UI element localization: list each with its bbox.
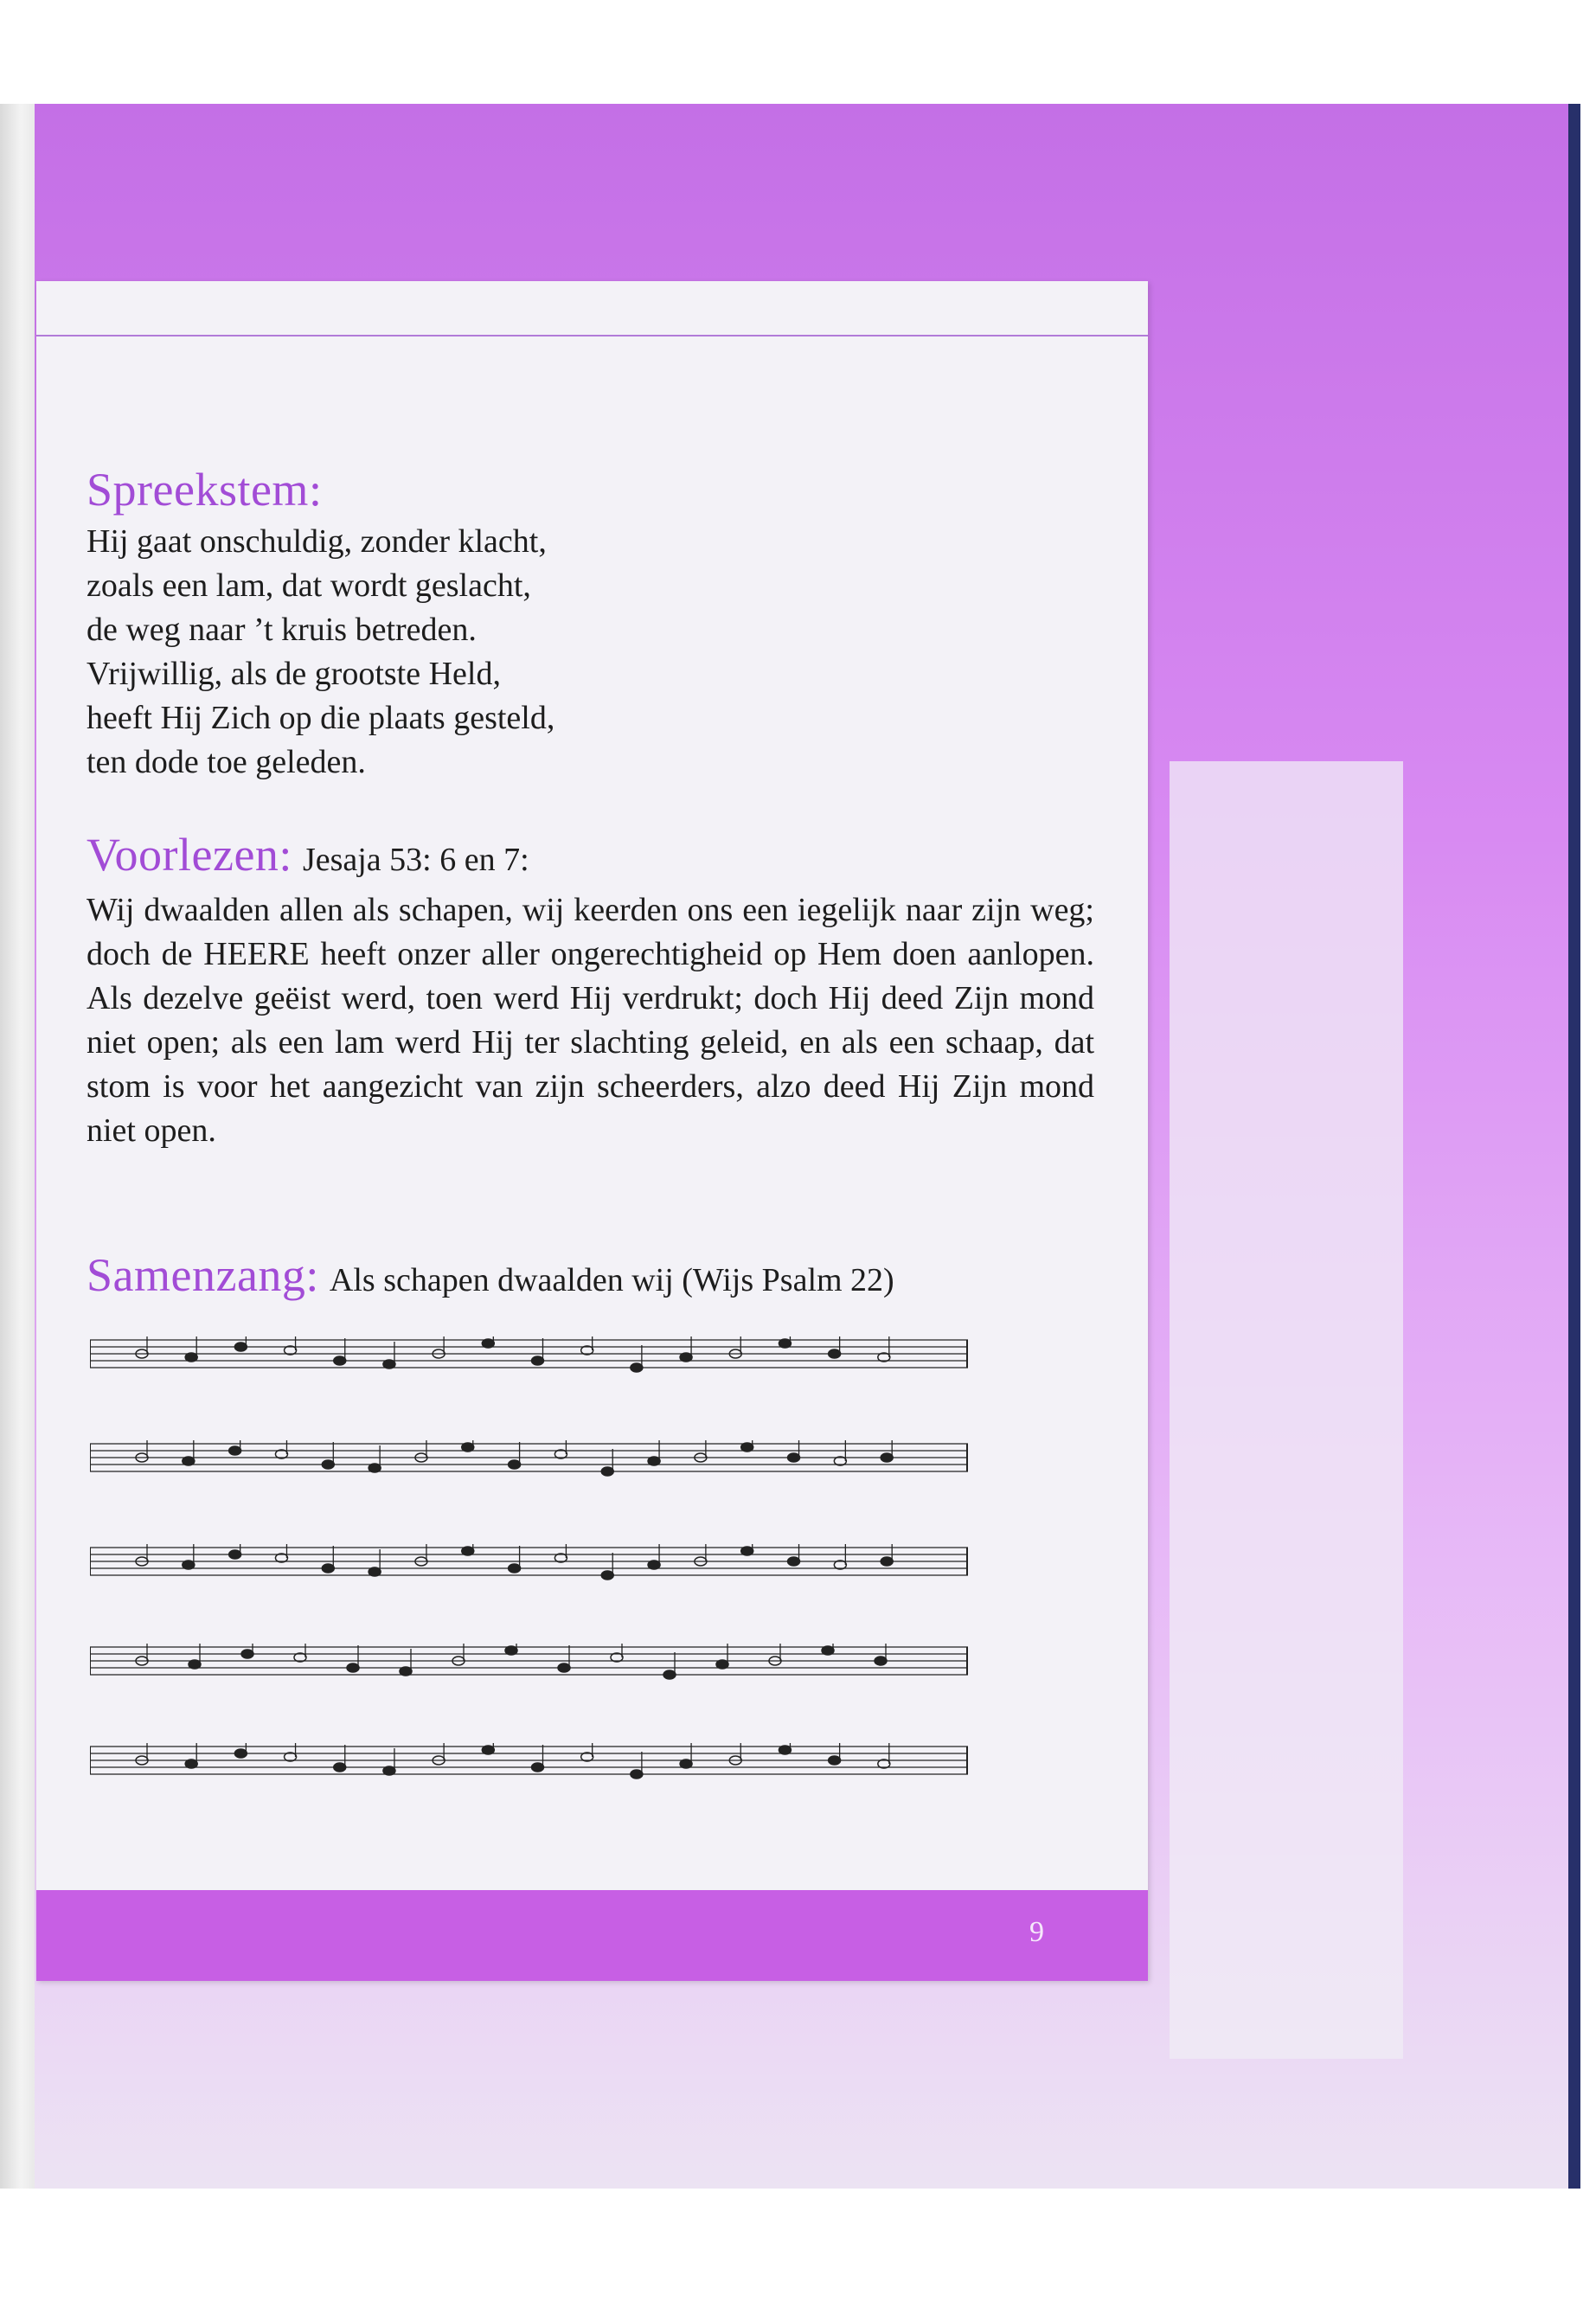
verse-line: ten dode toe geleden. — [87, 744, 366, 780]
note-head — [334, 1356, 346, 1365]
note-head — [779, 1339, 791, 1348]
footer-band — [36, 1890, 1148, 1981]
scripture-text: Wij dwaalden allen als schapen, wij keerden ons een iegelijk naar zijn weg; doch de HEERE heeft onzer aller ongerechtigheid op Hem doen aanlopen. Als dezelve geëist werd, toen werd Hij verdrukt; doch Hij deed Zijn mond niet open; als een lam werd Hij ter slachting geleid, en als een schaap, dat stom is voor het aangezicht van zijn scheerders, alzo deed Hij Zijn mond niet open. — [87, 892, 1094, 1149]
note-head — [462, 1443, 474, 1452]
top-rule — [36, 335, 1148, 336]
note-head — [648, 1561, 660, 1569]
verse-line: Hij gaat onschuldig, zonder klacht, — [87, 523, 547, 560]
note-head — [829, 1756, 841, 1765]
samenzang-heading: Samenzang: — [87, 1249, 319, 1301]
note-head — [234, 1749, 247, 1758]
note-head — [183, 1561, 195, 1569]
note-head — [509, 1460, 521, 1469]
verse-line: zoals een lam, dat wordt geslacht, — [87, 567, 531, 604]
note-head — [383, 1766, 395, 1775]
note-head — [482, 1746, 494, 1754]
song-title: Als schapen dwaalden wij (Wijs Psalm 22) — [329, 1262, 894, 1298]
scripture-reference: Jesaja 53: 6 en 7: — [302, 842, 529, 878]
voorlezen-heading: Voorlezen: — [87, 829, 292, 881]
music-staff — [90, 1440, 968, 1478]
note-head — [234, 1343, 247, 1351]
music-staff — [90, 1544, 968, 1582]
note-head — [334, 1763, 346, 1772]
verse-line: Vrijwillig, als de grootste Held, — [87, 656, 501, 692]
note-head — [741, 1547, 753, 1555]
note-head — [601, 1571, 613, 1580]
note-head — [532, 1763, 544, 1772]
spreekstem-section — [87, 463, 1094, 785]
page-number: 9 — [1029, 1916, 1044, 1948]
note-head — [881, 1557, 893, 1566]
note-head — [229, 1550, 241, 1559]
note-head — [185, 1759, 197, 1768]
note-head — [741, 1443, 753, 1452]
book-binding — [0, 104, 35, 2189]
music-staff — [90, 1644, 968, 1682]
note-head — [347, 1663, 359, 1672]
note-head — [631, 1363, 643, 1372]
note-head — [680, 1353, 692, 1362]
note-head — [369, 1464, 381, 1472]
verse-line: de weg naar ’t kruis betreden. — [87, 612, 477, 648]
note-head — [881, 1453, 893, 1462]
note-head — [322, 1460, 334, 1469]
note-head — [716, 1660, 728, 1669]
note-head — [875, 1657, 887, 1665]
note-head — [183, 1457, 195, 1465]
note-head — [532, 1356, 544, 1365]
note-head — [185, 1353, 197, 1362]
note-head — [482, 1339, 494, 1348]
note-head — [509, 1564, 521, 1573]
note-head — [369, 1567, 381, 1576]
note-head — [558, 1663, 570, 1672]
note-head — [462, 1547, 474, 1555]
samenzang-section — [87, 1248, 1094, 1302]
note-head — [322, 1564, 334, 1573]
note-head — [383, 1360, 395, 1368]
note-head — [788, 1557, 800, 1566]
note-head — [822, 1646, 834, 1655]
note-head — [648, 1457, 660, 1465]
note-head — [400, 1667, 412, 1676]
note-head — [779, 1746, 791, 1754]
verse-line: heeft Hij Zich op die plaats gesteld, — [87, 700, 555, 736]
music-staff — [90, 1743, 968, 1781]
underlying-page-panel — [1170, 761, 1403, 2059]
note-head — [680, 1759, 692, 1768]
note-head — [601, 1467, 613, 1476]
note-head — [241, 1650, 253, 1658]
note-head — [505, 1646, 517, 1655]
note-head — [663, 1670, 676, 1679]
note-head — [829, 1349, 841, 1358]
note-head — [631, 1770, 643, 1779]
note-head — [189, 1660, 201, 1669]
note-head — [788, 1453, 800, 1462]
front-page — [36, 281, 1148, 1981]
music-staff — [90, 1336, 968, 1375]
note-head — [229, 1446, 241, 1455]
voorlezen-section — [87, 828, 1094, 1153]
spreekstem-heading: Spreekstem: — [87, 464, 323, 516]
